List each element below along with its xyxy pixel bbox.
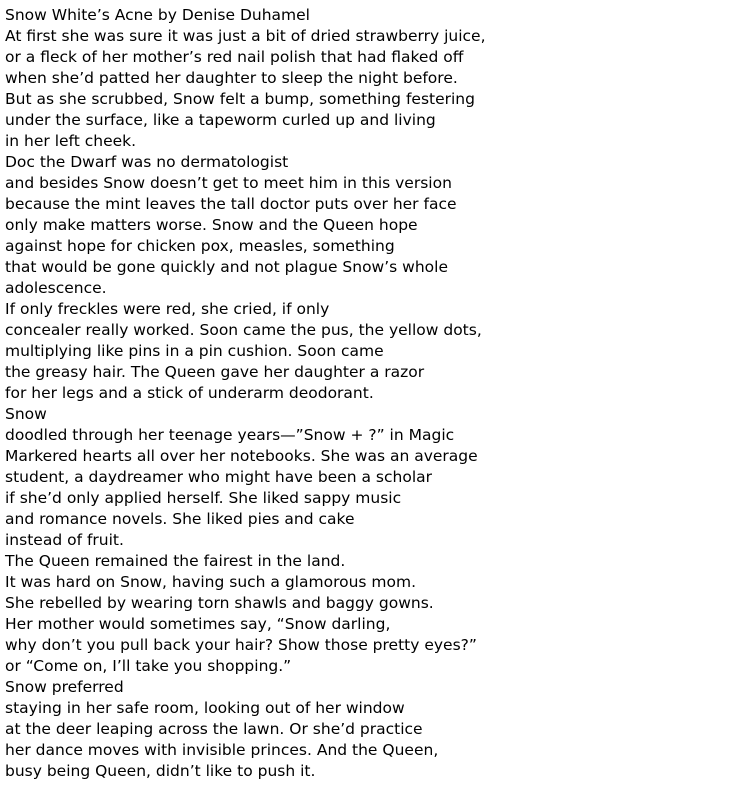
poem-line: and besides Snow doesn’t get to meet him in this version [5, 174, 452, 192]
poem-line: when she’d patted her daughter to sleep the night before. [5, 69, 458, 87]
poem-line: against hope for chicken pox, measles, something [5, 237, 395, 255]
poem-line: because the mint leaves the tall doctor puts over her face [5, 195, 457, 213]
poem-line: for her legs and a stick of underarm deodorant. [5, 384, 374, 402]
poem-line: student, a daydreamer who might have been a scholar [5, 468, 432, 486]
poem-document [5, 5, 745, 782]
poem-title: Snow White’s Acne by Denise Duhamel [5, 6, 310, 24]
poem-line: Doc the Dwarf was no dermatologist [5, 153, 289, 171]
poem-line: busy being Queen, didn’t like to push it. [5, 762, 316, 780]
poem-line: She rebelled by wearing torn shawls and baggy gowns. [5, 594, 434, 612]
poem-line: multiplying like pins in a pin cushion. Soon came [5, 342, 384, 360]
poem-line: only make matters worse. Snow and the Queen hope [5, 216, 418, 234]
poem-line: It was hard on Snow, having such a glamorous mom. [5, 573, 417, 591]
poem-line: why don’t you pull back your hair? Show those pretty eyes?” [5, 636, 477, 654]
poem-line: Markered hearts all over her notebooks. She was an average [5, 447, 478, 465]
poem-line: her dance moves with invisible princes. And the Queen, [5, 741, 439, 759]
poem-line: Snow [5, 405, 47, 423]
poem-line: and romance novels. She liked pies and cake [5, 510, 355, 528]
poem-line: But as she scrubbed, Snow felt a bump, something festering [5, 90, 475, 108]
poem-line: if she’d only applied herself. She liked sappy music [5, 489, 402, 507]
poem-line: Snow preferred [5, 678, 124, 696]
poem-line: at the deer leaping across the lawn. Or she’d practice [5, 720, 423, 738]
poem-line: the greasy hair. The Queen gave her daughter a razor [5, 363, 425, 381]
poem-line: or a fleck of her mother’s red nail polish that had flaked off [5, 48, 464, 66]
poem-line: adolescence. [5, 279, 107, 297]
poem-line: doodled through her teenage years—”Snow + ?” in Magic [5, 426, 455, 444]
poem-line: staying in her safe room, looking out of her window [5, 699, 405, 717]
poem-line: under the surface, like a tapeworm curled up and living [5, 111, 436, 129]
poem-line: that would be gone quickly and not plague Snow’s whole [5, 258, 448, 276]
poem-line: concealer really worked. Soon came the pus, the yellow dots, [5, 321, 482, 339]
poem-line: At first she was sure it was just a bit of dried strawberry juice, [5, 27, 486, 45]
poem-line: Her mother would sometimes say, “Snow darling, [5, 615, 391, 633]
poem-line: in her left cheek. [5, 132, 137, 150]
poem-line: If only freckles were red, she cried, if only [5, 300, 330, 318]
poem-line: or “Come on, I’ll take you shopping.” [5, 657, 292, 675]
poem-line: instead of fruit. [5, 531, 124, 549]
poem-line: The Queen remained the fairest in the land. [5, 552, 346, 570]
